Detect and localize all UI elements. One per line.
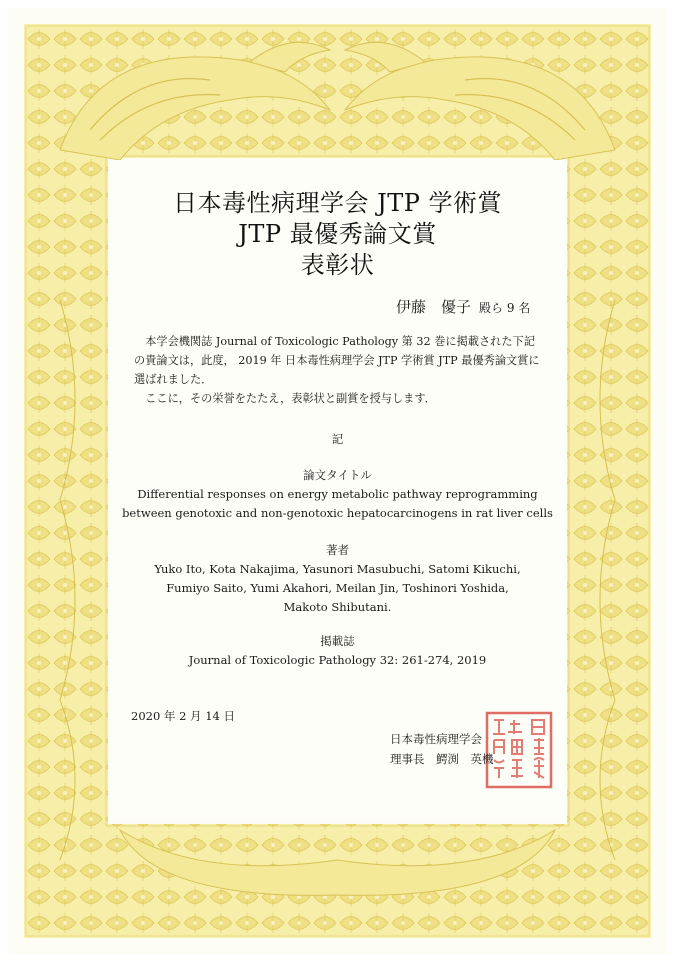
title-line-3: 表彰状	[300, 251, 375, 279]
paper-title-section	[108, 466, 567, 523]
authors-line-1: Yuko Ito, Kota Nakajima, Yasunori Masubuchi, Satomi Kikuchi,	[154, 562, 521, 576]
authors-section	[108, 541, 567, 617]
issuer-block	[390, 729, 494, 769]
journal-section	[108, 632, 567, 670]
ki-mark: 記	[331, 432, 344, 446]
issuer-title-name: 理事長 鰐渕 英機	[390, 752, 494, 766]
authors-line-2: Fumiyo Saito, Yumi Akahori, Meilan Jin, Toshinori Yoshida,	[166, 581, 509, 595]
paper-title-heading: 論文タイトル	[303, 468, 372, 482]
body-paragraph-2: ここに，その栄誉をたたえ，表彰状と副賞を授与します．	[145, 392, 436, 405]
paper-title-line-2: between genotoxic and non-genotoxic hepatocarcinogens in rat liver cells	[122, 506, 553, 520]
body-paragraph-1: 本学会機関誌 Journal of Toxicologic Pathology 第 32 巻に掲載された下記の貴論文は，此度， 2019 年 日本毒性病理学会 JTP 学術賞 JTP 最優秀論文賞に選ばれました．	[134, 335, 540, 386]
recipient-suffix: 殿ら 9 名	[479, 301, 531, 315]
journal-citation: Journal of Toxicologic Pathology 32: 261-274, 2019	[188, 653, 487, 667]
award-date: 2020 年 2 月 14 日	[131, 709, 235, 723]
journal-heading: 掲載誌	[320, 634, 355, 648]
certificate-title	[0, 188, 675, 281]
authors-heading: 著者	[326, 543, 349, 557]
authors-line-3: Makoto Shibutani.	[283, 600, 392, 614]
title-line-2: JTP 最優秀論文賞	[238, 220, 437, 248]
title-line-1: 日本毒性病理学会 JTP 学術賞	[172, 189, 503, 217]
certificate-body	[134, 332, 546, 408]
recipient-name: 伊藤 優子	[396, 298, 472, 316]
issuer-organization: 日本毒性病理学会	[390, 732, 482, 746]
paper-title-line-1: Differential responses on energy metabolic pathway reprogramming	[137, 487, 538, 501]
recipient-line	[396, 296, 530, 317]
official-seal	[484, 710, 554, 790]
